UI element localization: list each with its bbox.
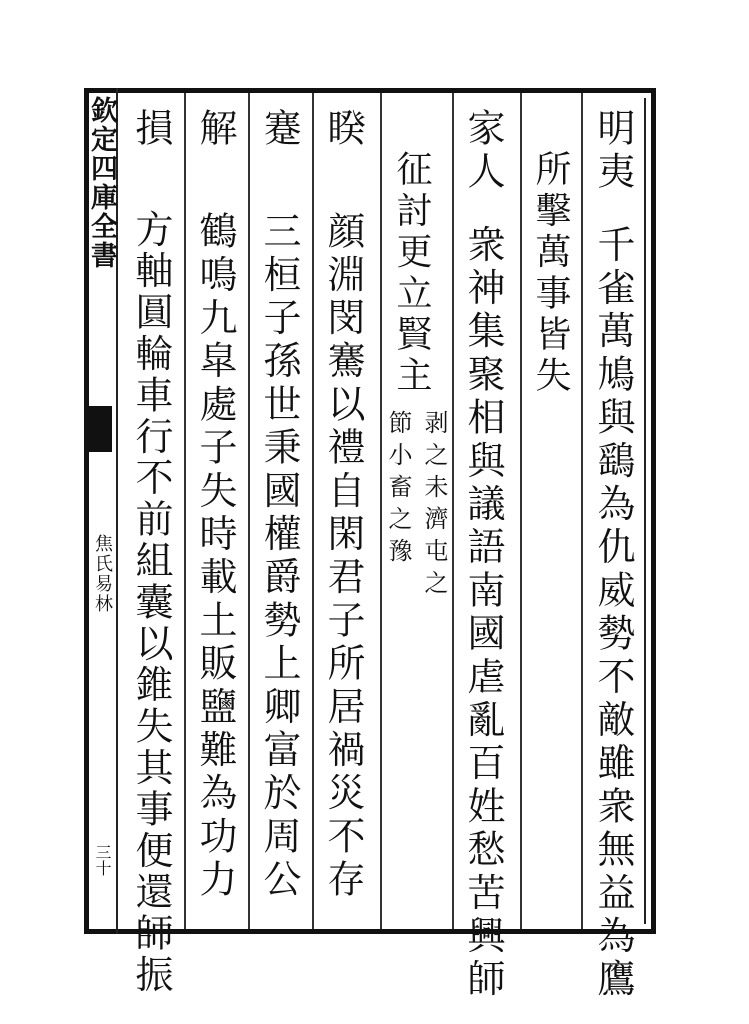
text-column bbox=[590, 108, 636, 1002]
collection-title: 欽定四庫全書 bbox=[86, 96, 117, 270]
column-rule bbox=[452, 93, 454, 929]
book-title: 焦氏易林 bbox=[92, 534, 113, 614]
hexagram-name: 損 bbox=[129, 108, 173, 150]
text-column bbox=[256, 108, 302, 902]
fishtail-mark bbox=[88, 406, 112, 452]
text-column bbox=[527, 150, 573, 397]
margin-strip bbox=[84, 88, 118, 934]
commentary-note: 節小畜之豫 bbox=[384, 410, 412, 570]
page-number: 三十 bbox=[93, 844, 112, 876]
verse-text: 顔淵閔騫以禮自閑君子所居禍災不存 bbox=[321, 211, 365, 903]
frame-inner-rule bbox=[644, 98, 646, 924]
text-column bbox=[128, 108, 174, 996]
hexagram-name: 明夷 bbox=[591, 108, 635, 195]
verse-text: 三桓子孫世秉國權爵勢上卿富於周公 bbox=[257, 211, 301, 903]
column-rule bbox=[581, 93, 583, 929]
hexagram-name: 蹇 bbox=[257, 108, 301, 152]
text-column bbox=[388, 150, 434, 397]
commentary-note: 剥之未濟屯之 bbox=[420, 410, 448, 602]
hexagram-name: 家人 bbox=[461, 108, 505, 195]
verse-text: 所擊萬事皆失 bbox=[530, 150, 571, 398]
verse-text: 鶴鳴九皐處子失時載土販鹽難為功力 bbox=[193, 211, 237, 903]
column-rule bbox=[380, 93, 382, 929]
hexagram-name: 解 bbox=[193, 108, 237, 152]
verse-text: 方軸圓輪車行不前組囊以錐失其事便還師振 bbox=[129, 209, 173, 997]
text-column bbox=[320, 108, 366, 902]
verse-text: 征討更立賢主 bbox=[391, 150, 432, 398]
text-column bbox=[192, 108, 238, 902]
verse-text: 千雀萬鳩與鷂為仇威勢不敵雖衆無益為鷹 bbox=[591, 224, 635, 1003]
column-rule bbox=[312, 93, 314, 929]
column-rule bbox=[520, 93, 522, 929]
column-rule bbox=[248, 93, 250, 929]
text-column bbox=[460, 108, 506, 1002]
column-rule bbox=[184, 93, 186, 929]
hexagram-name: 睽 bbox=[321, 108, 365, 152]
verse-text: 衆神集聚相與議語南國虐亂百姓愁苦興師 bbox=[461, 224, 505, 1003]
